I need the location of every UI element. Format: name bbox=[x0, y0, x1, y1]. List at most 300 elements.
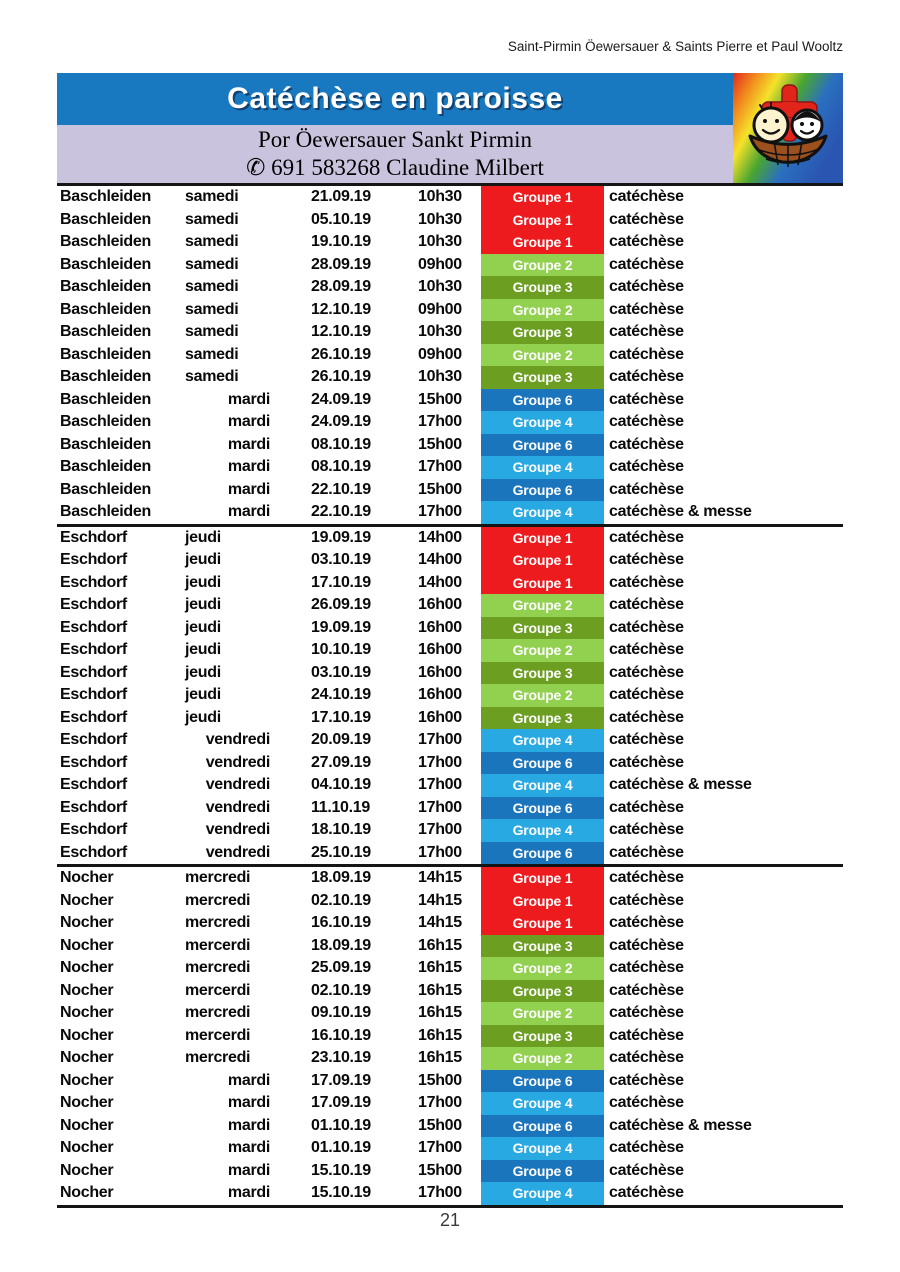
row-location: Nocher bbox=[60, 1139, 114, 1157]
row-time: 10h30 bbox=[418, 210, 462, 228]
group-badge: Groupe 3 bbox=[481, 617, 604, 640]
row-activity: catéchèse bbox=[609, 480, 684, 498]
row-date: 27.09.19 bbox=[311, 753, 371, 771]
table-row bbox=[57, 752, 843, 775]
group-badge: Groupe 2 bbox=[481, 594, 604, 617]
child-face-right-icon bbox=[792, 110, 822, 140]
row-location: Nocher bbox=[60, 891, 114, 909]
row-time: 17h00 bbox=[418, 821, 462, 839]
row-day: mardi bbox=[227, 390, 270, 408]
row-location: Baschleiden bbox=[60, 503, 151, 521]
table-row bbox=[57, 684, 843, 707]
row-location: Eschdorf bbox=[60, 618, 127, 636]
group-badge: Groupe 6 bbox=[481, 1070, 604, 1093]
row-activity: catéchèse bbox=[609, 368, 684, 386]
row-location: Eschdorf bbox=[60, 753, 127, 771]
table-row bbox=[57, 819, 843, 842]
row-location: Baschleiden bbox=[60, 435, 151, 453]
row-activity: catéchèse bbox=[609, 959, 684, 977]
row-day: vendredi bbox=[205, 821, 270, 839]
table-row bbox=[57, 186, 843, 209]
row-day: samedi bbox=[185, 233, 239, 251]
group-badge: Groupe 6 bbox=[481, 752, 604, 775]
banner-subtitle-line1: Por Öewersauer Sankt Pirmin bbox=[257, 127, 533, 152]
row-time: 15h00 bbox=[418, 1161, 462, 1179]
row-time: 16h00 bbox=[418, 641, 462, 659]
table-row bbox=[57, 276, 843, 299]
row-location: Eschdorf bbox=[60, 596, 127, 614]
row-activity: catéchèse bbox=[609, 1004, 684, 1022]
row-location: Eschdorf bbox=[60, 573, 127, 591]
group-badge: Groupe 6 bbox=[481, 479, 604, 502]
group-badge: Groupe 3 bbox=[481, 321, 604, 344]
row-date: 19.10.19 bbox=[311, 233, 371, 251]
row-time: 10h30 bbox=[418, 323, 462, 341]
row-location: Nocher bbox=[60, 914, 114, 932]
table-row bbox=[57, 662, 843, 685]
group-badge: Groupe 2 bbox=[481, 639, 604, 662]
row-time: 16h00 bbox=[418, 686, 462, 704]
row-activity: catéchèse bbox=[609, 641, 684, 659]
row-activity: catéchèse bbox=[609, 869, 684, 887]
row-activity: catéchèse bbox=[609, 323, 684, 341]
row-location: Eschdorf bbox=[60, 528, 127, 546]
running-header: Saint-Pirmin Öewersauer & Saints Pierre et Paul Wooltz bbox=[507, 39, 843, 54]
page-title: Catéchèse en paroisse bbox=[227, 82, 563, 115]
table-row bbox=[57, 1070, 843, 1093]
row-time: 17h00 bbox=[418, 413, 462, 431]
row-day: samedi bbox=[185, 188, 239, 206]
row-day: mercredi bbox=[185, 914, 251, 932]
row-day: vendredi bbox=[205, 731, 270, 749]
table-row bbox=[57, 617, 843, 640]
table-row bbox=[57, 980, 843, 1003]
row-date: 26.09.19 bbox=[311, 596, 371, 614]
row-time: 14h00 bbox=[418, 528, 462, 546]
row-time: 15h00 bbox=[418, 480, 462, 498]
row-location: Eschdorf bbox=[60, 776, 127, 794]
row-time: 14h15 bbox=[418, 914, 462, 932]
row-location: Nocher bbox=[60, 1184, 114, 1202]
row-time: 16h00 bbox=[418, 708, 462, 726]
row-activity: catéchèse bbox=[609, 914, 684, 932]
row-location: Nocher bbox=[60, 959, 114, 977]
row-date: 16.10.19 bbox=[311, 1026, 371, 1044]
row-date: 03.10.19 bbox=[311, 551, 371, 569]
table-row bbox=[57, 456, 843, 479]
row-date: 17.10.19 bbox=[311, 708, 371, 726]
row-time: 10h30 bbox=[418, 278, 462, 296]
row-day: vendredi bbox=[205, 798, 270, 816]
row-date: 09.10.19 bbox=[311, 1004, 371, 1022]
row-activity: catéchèse bbox=[609, 345, 684, 363]
table-row bbox=[57, 707, 843, 730]
row-date: 20.09.19 bbox=[311, 731, 371, 749]
row-time: 17h00 bbox=[418, 1094, 462, 1112]
row-time: 16h15 bbox=[418, 1026, 462, 1044]
row-location: Nocher bbox=[60, 1026, 114, 1044]
row-time: 16h00 bbox=[418, 618, 462, 636]
row-date: 17.09.19 bbox=[311, 1071, 371, 1089]
table-row bbox=[57, 366, 843, 389]
row-location: Nocher bbox=[60, 1071, 114, 1089]
row-location: Nocher bbox=[60, 1161, 114, 1179]
page-number: 21 bbox=[439, 1210, 461, 1230]
table-bottom-border bbox=[57, 1205, 843, 1208]
row-time: 17h00 bbox=[418, 1184, 462, 1202]
row-time: 10h30 bbox=[418, 233, 462, 251]
row-activity: catéchèse bbox=[609, 1184, 684, 1202]
row-time: 17h00 bbox=[418, 843, 462, 861]
group-badge: Groupe 6 bbox=[481, 434, 604, 457]
table-row bbox=[57, 411, 843, 434]
row-location: Eschdorf bbox=[60, 798, 127, 816]
table-row bbox=[57, 389, 843, 412]
row-date: 17.09.19 bbox=[311, 1094, 371, 1112]
group-badge: Groupe 6 bbox=[481, 797, 604, 820]
row-day: mardi bbox=[227, 435, 270, 453]
group-badge: Groupe 2 bbox=[481, 299, 604, 322]
row-activity: catéchèse bbox=[609, 210, 684, 228]
row-location: Nocher bbox=[60, 1049, 114, 1067]
row-time: 17h00 bbox=[418, 1139, 462, 1157]
row-time: 17h00 bbox=[418, 798, 462, 816]
table-row bbox=[57, 912, 843, 935]
row-date: 17.10.19 bbox=[311, 573, 371, 591]
group-badge: Groupe 3 bbox=[481, 935, 604, 958]
row-time: 17h00 bbox=[418, 753, 462, 771]
row-activity: catéchèse bbox=[609, 618, 684, 636]
group-badge: Groupe 2 bbox=[481, 344, 604, 367]
row-location: Baschleiden bbox=[60, 390, 151, 408]
row-date: 25.09.19 bbox=[311, 959, 371, 977]
row-time: 17h00 bbox=[418, 458, 462, 476]
row-activity: catéchèse bbox=[609, 821, 684, 839]
row-location: Baschleiden bbox=[60, 188, 151, 206]
row-day: mercredi bbox=[185, 959, 251, 977]
row-date: 10.10.19 bbox=[311, 641, 371, 659]
row-day: mercredi bbox=[185, 869, 251, 887]
group-badge: Groupe 1 bbox=[481, 549, 604, 572]
row-activity: catéchèse bbox=[609, 708, 684, 726]
row-date: 02.10.19 bbox=[311, 981, 371, 999]
row-location: Baschleiden bbox=[60, 345, 151, 363]
table-row bbox=[57, 1025, 843, 1048]
group-badge: Groupe 6 bbox=[481, 1115, 604, 1138]
row-date: 18.09.19 bbox=[311, 936, 371, 954]
row-date: 19.09.19 bbox=[311, 618, 371, 636]
row-day: mardi bbox=[227, 413, 270, 431]
row-location: Baschleiden bbox=[60, 255, 151, 273]
row-time: 09h00 bbox=[418, 255, 462, 273]
row-activity: catéchèse bbox=[609, 731, 684, 749]
row-location: Baschleiden bbox=[60, 278, 151, 296]
row-date: 18.10.19 bbox=[311, 821, 371, 839]
row-time: 14h15 bbox=[418, 869, 462, 887]
group-badge: Groupe 1 bbox=[481, 527, 604, 550]
row-day: mercredi bbox=[185, 1049, 251, 1067]
group-badge: Groupe 4 bbox=[481, 819, 604, 842]
table-row bbox=[57, 1047, 843, 1070]
group-badge: Groupe 1 bbox=[481, 572, 604, 595]
row-time: 15h00 bbox=[418, 390, 462, 408]
table-row bbox=[57, 797, 843, 820]
row-date: 28.09.19 bbox=[311, 255, 371, 273]
group-badge: Groupe 1 bbox=[481, 209, 604, 232]
table-row bbox=[57, 1137, 843, 1160]
table-row bbox=[57, 254, 843, 277]
row-time: 09h00 bbox=[418, 300, 462, 318]
group-badge: Groupe 3 bbox=[481, 276, 604, 299]
row-activity: catéchèse bbox=[609, 1094, 684, 1112]
row-activity: catéchèse bbox=[609, 1026, 684, 1044]
row-day: vendredi bbox=[205, 776, 270, 794]
table-row bbox=[57, 344, 843, 367]
group-badge: Groupe 3 bbox=[481, 1025, 604, 1048]
row-day: mardi bbox=[227, 1071, 270, 1089]
row-day: samedi bbox=[185, 323, 239, 341]
row-day: mardi bbox=[227, 1139, 270, 1157]
row-day: mercerdi bbox=[185, 1026, 251, 1044]
row-date: 24.10.19 bbox=[311, 686, 371, 704]
row-activity: catéchèse bbox=[609, 1071, 684, 1089]
row-activity: catéchèse bbox=[609, 435, 684, 453]
row-date: 26.10.19 bbox=[311, 345, 371, 363]
row-time: 14h15 bbox=[418, 891, 462, 909]
group-badge: Groupe 4 bbox=[481, 411, 604, 434]
row-day: mercerdi bbox=[185, 936, 251, 954]
row-location: Baschleiden bbox=[60, 210, 151, 228]
row-activity: catéchèse bbox=[609, 255, 684, 273]
row-date: 28.09.19 bbox=[311, 278, 371, 296]
row-location: Baschleiden bbox=[60, 480, 151, 498]
row-location: Eschdorf bbox=[60, 843, 127, 861]
row-activity: catéchèse bbox=[609, 1049, 684, 1067]
row-time: 16h15 bbox=[418, 1004, 462, 1022]
row-activity: catéchèse bbox=[609, 981, 684, 999]
row-location: Nocher bbox=[60, 981, 114, 999]
row-activity: catéchèse bbox=[609, 300, 684, 318]
table-row bbox=[57, 867, 843, 890]
row-location: Eschdorf bbox=[60, 641, 127, 659]
row-date: 08.10.19 bbox=[311, 435, 371, 453]
row-date: 19.09.19 bbox=[311, 528, 371, 546]
table-row bbox=[57, 935, 843, 958]
table-row bbox=[57, 639, 843, 662]
row-time: 09h00 bbox=[418, 345, 462, 363]
row-day: jeudi bbox=[185, 551, 221, 569]
table-row bbox=[57, 1092, 843, 1115]
row-day: mardi bbox=[227, 503, 270, 521]
group-badge: Groupe 4 bbox=[481, 1137, 604, 1160]
table-row bbox=[57, 434, 843, 457]
group-badge: Groupe 6 bbox=[481, 1160, 604, 1183]
row-location: Baschleiden bbox=[60, 323, 151, 341]
table-row bbox=[57, 594, 843, 617]
row-activity: catéchèse bbox=[609, 686, 684, 704]
table-row bbox=[57, 549, 843, 572]
row-activity: catéchèse bbox=[609, 551, 684, 569]
table-row bbox=[57, 1182, 843, 1205]
row-day: samedi bbox=[185, 210, 239, 228]
row-time: 16h00 bbox=[418, 663, 462, 681]
row-location: Baschleiden bbox=[60, 233, 151, 251]
row-day: mardi bbox=[227, 1184, 270, 1202]
group-badge: Groupe 1 bbox=[481, 912, 604, 935]
row-activity: catéchèse bbox=[609, 843, 684, 861]
row-location: Baschleiden bbox=[60, 458, 151, 476]
group-badge: Groupe 2 bbox=[481, 957, 604, 980]
table-row bbox=[57, 890, 843, 913]
row-activity: catéchèse bbox=[609, 596, 684, 614]
group-badge: Groupe 3 bbox=[481, 662, 604, 685]
group-badge: Groupe 4 bbox=[481, 1182, 604, 1205]
row-day: samedi bbox=[185, 345, 239, 363]
group-badge: Groupe 4 bbox=[481, 456, 604, 479]
row-date: 24.09.19 bbox=[311, 413, 371, 431]
row-activity: catéchèse bbox=[609, 798, 684, 816]
row-day: samedi bbox=[185, 300, 239, 318]
row-day: vendredi bbox=[205, 843, 270, 861]
row-location: Nocher bbox=[60, 936, 114, 954]
banner-subtitle bbox=[57, 125, 733, 183]
row-day: mercredi bbox=[185, 1004, 251, 1022]
row-date: 12.10.19 bbox=[311, 300, 371, 318]
row-activity: catéchèse bbox=[609, 573, 684, 591]
row-location: Baschleiden bbox=[60, 368, 151, 386]
row-activity: catéchèse bbox=[609, 458, 684, 476]
banner-subtitle-line2: ✆ 691 583268 Claudine Milbert bbox=[246, 154, 544, 180]
row-activity: catéchèse bbox=[609, 663, 684, 681]
table-row bbox=[57, 957, 843, 980]
row-activity: catéchèse bbox=[609, 233, 684, 251]
row-location: Nocher bbox=[60, 869, 114, 887]
table-row bbox=[57, 1115, 843, 1138]
parish-logo bbox=[733, 73, 843, 183]
row-day: jeudi bbox=[185, 708, 221, 726]
group-badge: Groupe 2 bbox=[481, 254, 604, 277]
row-day: mercerdi bbox=[185, 981, 251, 999]
row-time: 14h00 bbox=[418, 551, 462, 569]
table-row bbox=[57, 842, 843, 865]
group-badge: Groupe 4 bbox=[481, 774, 604, 797]
row-location: Eschdorf bbox=[60, 821, 127, 839]
row-date: 24.09.19 bbox=[311, 390, 371, 408]
row-activity: catéchèse & messe bbox=[609, 776, 752, 794]
row-day: jeudi bbox=[185, 573, 221, 591]
row-day: mardi bbox=[227, 458, 270, 476]
row-time: 16h15 bbox=[418, 959, 462, 977]
row-date: 18.09.19 bbox=[311, 869, 371, 887]
group-badge: Groupe 2 bbox=[481, 1002, 604, 1025]
row-date: 05.10.19 bbox=[311, 210, 371, 228]
table-row bbox=[57, 209, 843, 232]
table-row bbox=[57, 321, 843, 344]
group-badge: Groupe 4 bbox=[481, 729, 604, 752]
group-badge: Groupe 1 bbox=[481, 186, 604, 209]
row-activity: catéchèse & messe bbox=[609, 503, 752, 521]
row-day: vendredi bbox=[205, 753, 270, 771]
row-location: Eschdorf bbox=[60, 551, 127, 569]
group-badge: Groupe 6 bbox=[481, 842, 604, 865]
table-row bbox=[57, 479, 843, 502]
row-date: 26.10.19 bbox=[311, 368, 371, 386]
row-activity: catéchèse bbox=[609, 390, 684, 408]
row-location: Baschleiden bbox=[60, 300, 151, 318]
banner bbox=[57, 73, 843, 183]
table-row bbox=[57, 774, 843, 797]
row-time: 17h00 bbox=[418, 503, 462, 521]
group-badge: Groupe 2 bbox=[481, 1047, 604, 1070]
row-date: 22.10.19 bbox=[311, 480, 371, 498]
table-row bbox=[57, 299, 843, 322]
row-day: jeudi bbox=[185, 641, 221, 659]
row-time: 17h00 bbox=[418, 731, 462, 749]
group-badge: Groupe 4 bbox=[481, 1092, 604, 1115]
row-time: 15h00 bbox=[418, 1116, 462, 1134]
row-location: Eschdorf bbox=[60, 731, 127, 749]
group-badge: Groupe 3 bbox=[481, 366, 604, 389]
row-location: Nocher bbox=[60, 1116, 114, 1134]
row-date: 12.10.19 bbox=[311, 323, 371, 341]
row-day: jeudi bbox=[185, 663, 221, 681]
row-activity: catéchèse bbox=[609, 1139, 684, 1157]
row-activity: catéchèse bbox=[609, 1161, 684, 1179]
row-activity: catéchèse bbox=[609, 413, 684, 431]
row-day: mercredi bbox=[185, 891, 251, 909]
row-date: 15.10.19 bbox=[311, 1161, 371, 1179]
row-date: 15.10.19 bbox=[311, 1184, 371, 1202]
row-date: 01.10.19 bbox=[311, 1139, 371, 1157]
banner-text bbox=[57, 73, 733, 183]
parish-logo-artwork bbox=[733, 73, 843, 183]
row-time: 16h15 bbox=[418, 1049, 462, 1067]
row-time: 16h00 bbox=[418, 596, 462, 614]
row-date: 11.10.19 bbox=[311, 798, 370, 816]
group-badge: Groupe 1 bbox=[481, 890, 604, 913]
row-activity: catéchèse bbox=[609, 936, 684, 954]
row-time: 16h15 bbox=[418, 936, 462, 954]
row-activity: catéchèse bbox=[609, 188, 684, 206]
group-badge: Groupe 3 bbox=[481, 707, 604, 730]
row-day: mardi bbox=[227, 1116, 270, 1134]
row-day: samedi bbox=[185, 255, 239, 273]
row-activity: catéchèse bbox=[609, 278, 684, 296]
row-day: mardi bbox=[227, 1094, 270, 1112]
row-time: 10h30 bbox=[418, 368, 462, 386]
table-row bbox=[57, 572, 843, 595]
table-row bbox=[57, 527, 843, 550]
row-date: 04.10.19 bbox=[311, 776, 371, 794]
row-time: 16h15 bbox=[418, 981, 462, 999]
row-day: samedi bbox=[185, 368, 239, 386]
row-location: Eschdorf bbox=[60, 663, 127, 681]
row-location: Eschdorf bbox=[60, 708, 127, 726]
row-date: 02.10.19 bbox=[311, 891, 371, 909]
row-date: 08.10.19 bbox=[311, 458, 371, 476]
row-day: jeudi bbox=[185, 528, 221, 546]
row-time: 15h00 bbox=[418, 435, 462, 453]
group-badge: Groupe 4 bbox=[481, 501, 604, 524]
group-badge: Groupe 3 bbox=[481, 980, 604, 1003]
row-date: 25.10.19 bbox=[311, 843, 371, 861]
row-activity: catéchèse & messe bbox=[609, 1116, 752, 1134]
row-date: 01.10.19 bbox=[311, 1116, 371, 1134]
row-activity: catéchèse bbox=[609, 528, 684, 546]
row-time: 10h30 bbox=[418, 188, 462, 206]
row-day: samedi bbox=[185, 278, 239, 296]
row-day: jeudi bbox=[185, 596, 221, 614]
